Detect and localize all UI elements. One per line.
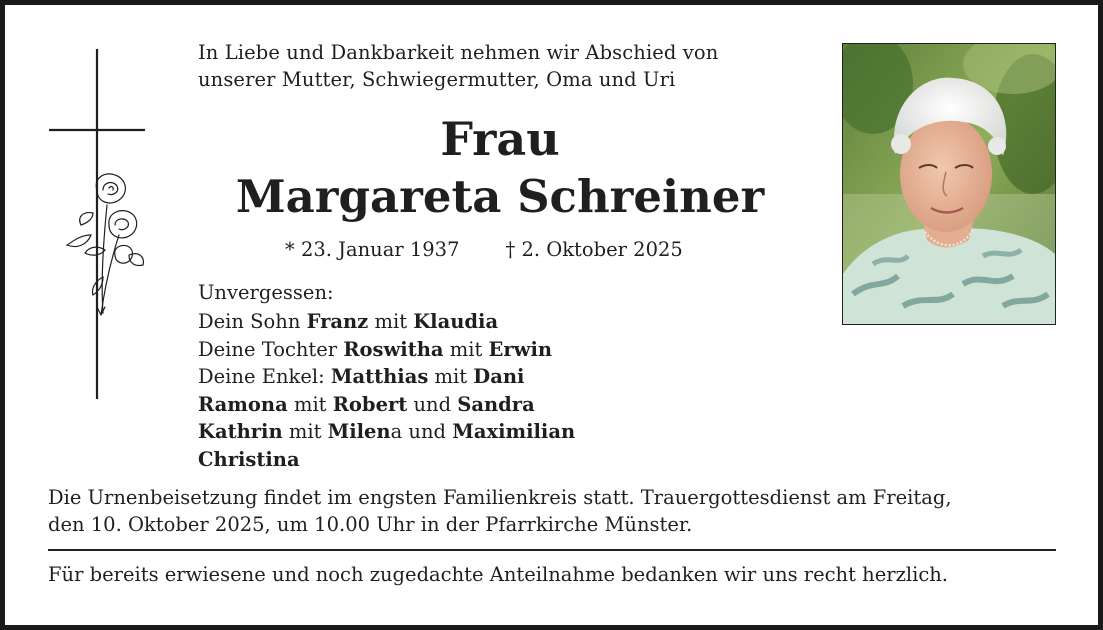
survivor-line (198, 308, 575, 336)
death-date: † 2. Oktober 2025 (505, 238, 683, 261)
survivor-text: mit (282, 420, 328, 444)
survivor-name: Klaudia (413, 310, 499, 333)
survivor-line (198, 363, 575, 391)
cross-icon (45, 45, 155, 405)
survivor-line (198, 418, 575, 446)
birth-date: * 23. Januar 1937 (285, 238, 460, 261)
survivor-line (198, 446, 575, 474)
survivor-line (198, 391, 575, 419)
portrait-photo (842, 43, 1056, 325)
obituary-notice (5, 5, 1098, 625)
divider (48, 549, 1056, 551)
ceremony-text (48, 484, 1058, 538)
survivor-name: Dani (473, 365, 525, 389)
life-dates (285, 236, 683, 263)
survivor-name: Ramona (198, 392, 288, 416)
survivor-text: mit (368, 310, 414, 333)
survivor-name: Matthias (330, 365, 429, 389)
survivors-heading: Unvergessen: (198, 281, 334, 304)
ceremony-line: Die Urnenbeisetzung findet im engsten Familienkreis statt. Trauergottesdienst am Freitag, (48, 486, 952, 509)
intro-text (198, 39, 818, 93)
survivor-name: Kathrin (198, 420, 283, 444)
survivor-text: mit (287, 392, 333, 416)
deceased-name: Margareta Schreiner (235, 170, 765, 223)
survivor-text: Deine Enkel: (198, 365, 331, 389)
survivor-text: a und (390, 420, 453, 444)
survivor-text: und (407, 392, 458, 416)
survivor-name: Christina (198, 447, 300, 471)
survivor-name: Erwin (488, 337, 553, 361)
intro-line: unserer Mutter, Schwiegermutter, Oma und Uri (198, 68, 676, 91)
survivor-name: Roswitha (343, 337, 444, 361)
survivor-name: Maximilian (452, 420, 576, 444)
salutation: Frau (440, 112, 560, 166)
survivor-name: Sandra (457, 392, 535, 416)
thanks-text: Für bereits erwiesene und noch zugedachte Anteilnahme bedanken wir uns recht herzlich. (48, 563, 948, 586)
survivor-name: Robert (332, 392, 408, 416)
survivor-text: mit (428, 365, 474, 389)
survivor-text: Deine Tochter (198, 337, 344, 361)
survivor-text: Dein Sohn (198, 310, 307, 333)
survivor-text: mit (443, 337, 489, 361)
intro-line: In Liebe und Dankbarkeit nehmen wir Abschied von (198, 41, 719, 64)
survivor-name: Franz (306, 310, 369, 333)
survivors-list (198, 308, 575, 474)
ceremony-line: den 10. Oktober 2025, um 10.00 Uhr in der Pfarrkirche Münster. (48, 513, 693, 536)
survivor-name: Milen (327, 420, 391, 444)
rose-icon (67, 174, 143, 315)
survivor-line (198, 336, 575, 364)
